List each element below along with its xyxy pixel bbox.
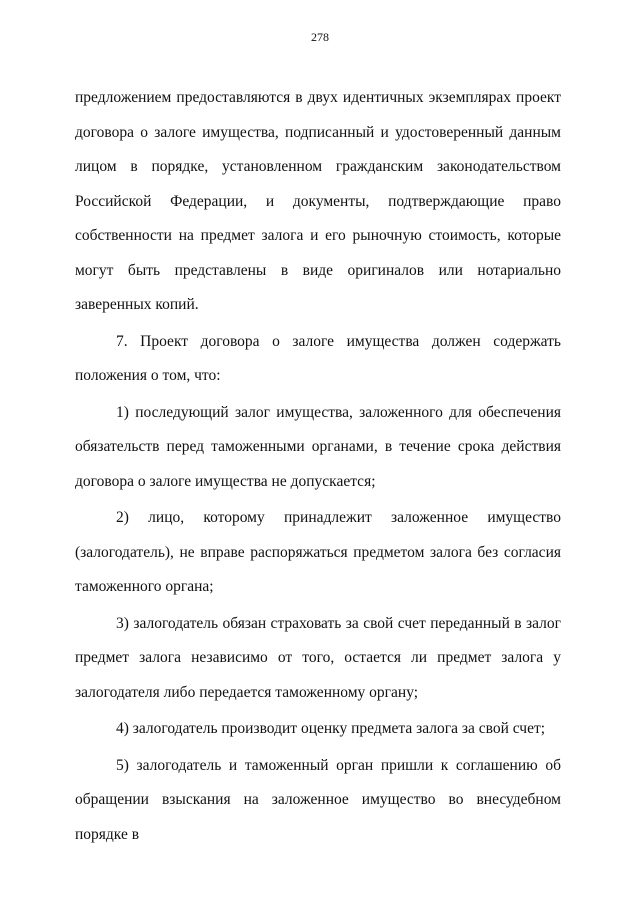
paragraph-subitem-3: 3) залогодатель обязан страховать за свой счет переданный в залог предмет залога независимо от того, остается ли предмет залога у залогодателя либо передается таможенному органу; <box>75 614 561 701</box>
paragraph-subitem-1: 1) последующий залог имущества, заложенного для обеспечения обязательств перед таможенными органами, в течение срока действия договора о залоге имущества не допускается; <box>75 403 561 490</box>
paragraph-continuation: предложением предоставляются в двух идентичных экземплярах проект договора о залоге имущества, подписанный и удостоверенный данным лицом в порядке, установленном гражданским законодательством Российской Федерации, и документы, подтверждающие право собственности на предмет залога и его рыночную стоимость, которые могут быть представлены в виде оригиналов или нотариально заверенных копий. <box>75 89 561 313</box>
paragraph-subitem-2: 2) лицо, которому принадлежит заложенное имущество (залогодатель), не вправе распоряжаться предметом залога без согласия таможенного органа; <box>75 509 561 595</box>
paragraph-item-7: 7. Проект договора о залоге имущества должен содержать положения о том, что: <box>75 332 561 384</box>
paragraph-subitem-4: 4) залогодатель производит оценку предмета залога за свой счет; <box>116 720 546 737</box>
document-body <box>75 81 561 852</box>
page-number: 278 <box>311 30 329 44</box>
paragraph-subitem-5: 5) залогодатель и таможенный орган пришли к соглашению об обращении взыскания на заложенное имущество во внесудебном порядке в <box>75 756 561 843</box>
